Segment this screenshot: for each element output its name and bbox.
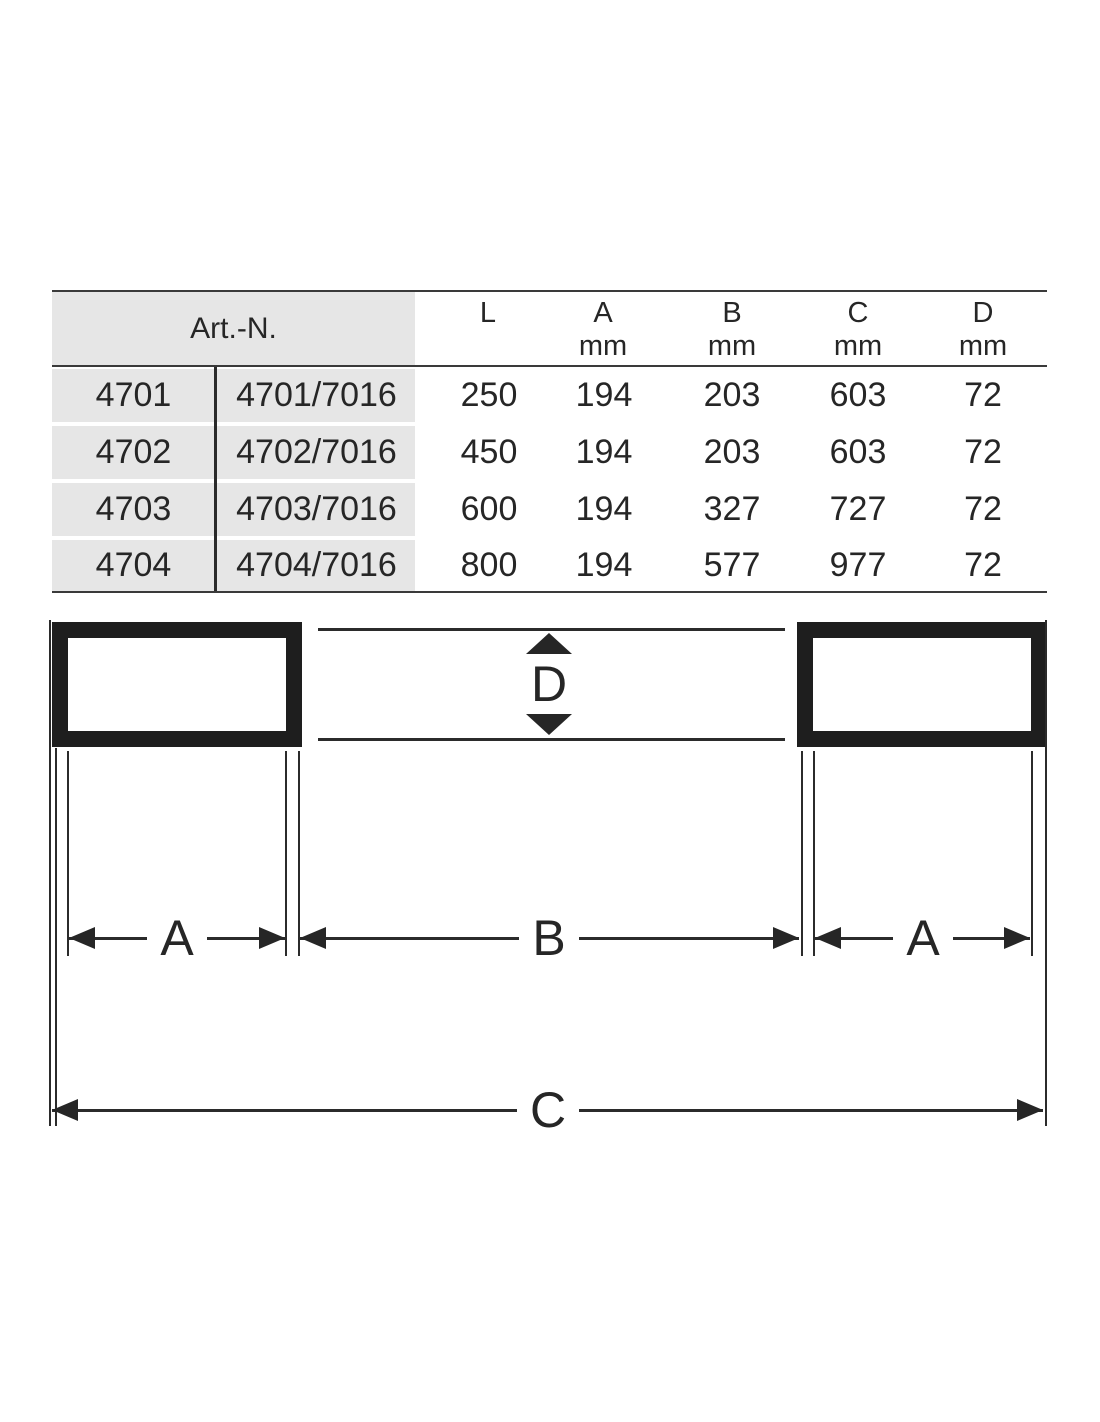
cell-L: 250: [460, 376, 518, 414]
cell-art2: 4702/7016: [236, 433, 397, 471]
cell-C: 727: [829, 490, 887, 528]
table-row: [52, 483, 1047, 536]
dim-arrowhead-left-icon: [52, 1099, 78, 1121]
extension-line-a1-right: [285, 751, 287, 956]
column-header-C: [798, 297, 918, 363]
cell-art1: 4704: [95, 546, 172, 584]
dim-arrowhead-left-icon: [69, 927, 95, 949]
extension-line-c-left-outer: [49, 620, 51, 1126]
cell-D: 72: [964, 546, 1002, 584]
extension-line-a2-right: [1031, 751, 1033, 956]
cell-L: 800: [460, 546, 518, 584]
column-header-L: [428, 297, 548, 363]
column-letter: C: [847, 297, 869, 329]
dim-arrowhead-right-icon: [259, 927, 285, 949]
dim-arrowhead-right-icon: [1017, 1099, 1043, 1121]
cell-B: 203: [703, 433, 761, 471]
column-letter: B: [722, 297, 742, 329]
cell-C: 603: [829, 376, 887, 414]
cell-A: 194: [575, 490, 633, 528]
column-unit: mm: [833, 330, 883, 362]
dim-label-c: C: [517, 1083, 579, 1137]
dim-arrowhead-up-icon: [526, 633, 572, 654]
table-column-divider: [214, 367, 217, 591]
cell-art2: 4704/7016: [236, 546, 397, 584]
cell-A: 194: [575, 546, 633, 584]
cell-art1: 4702: [95, 433, 172, 471]
extension-line-b-left: [298, 751, 300, 956]
cell-art2: 4703/7016: [236, 490, 397, 528]
dim-arrowhead-left-icon: [300, 927, 326, 949]
cell-A: 194: [575, 376, 633, 414]
dim-label-b: B: [519, 911, 579, 965]
column-unit: mm: [578, 330, 628, 362]
art-header-label: Art.-N.: [190, 311, 277, 345]
table-header-art-cell: [52, 292, 415, 365]
column-letter: A: [593, 297, 613, 329]
cell-L: 450: [460, 433, 518, 471]
cell-C: 603: [829, 433, 887, 471]
cell-B: 327: [703, 490, 761, 528]
dim-arrowhead-right-icon: [1004, 927, 1030, 949]
dim-label-a-left: A: [147, 911, 207, 965]
cell-A: 194: [575, 433, 633, 471]
dim-arrowhead-left-icon: [815, 927, 841, 949]
cell-art2: 4701/7016: [236, 376, 397, 414]
column-header-D: [923, 297, 1043, 363]
table-row: [52, 540, 1047, 591]
cell-art1: 4703: [95, 490, 172, 528]
extension-line-c-right: [1045, 620, 1047, 1126]
column-unit: mm: [958, 330, 1008, 362]
dim-label-a-right: A: [893, 911, 953, 965]
fork-pocket-left: [52, 622, 302, 747]
table-row: [52, 426, 1047, 479]
cell-L: 600: [460, 490, 518, 528]
cell-D: 72: [964, 433, 1002, 471]
fork-pocket-right: [797, 622, 1047, 747]
d-top-line: [318, 628, 785, 631]
extension-line-a2-left: [813, 751, 815, 956]
table-header-separator: [52, 365, 1047, 367]
dim-arrowhead-down-icon: [526, 714, 572, 735]
column-header-A: [543, 297, 663, 363]
dim-arrowhead-right-icon: [773, 927, 799, 949]
dim-label-d: D: [521, 658, 577, 710]
cell-art1: 4701: [95, 376, 172, 414]
column-letter: L: [479, 297, 497, 329]
cell-B: 203: [703, 376, 761, 414]
table-row: [52, 369, 1047, 422]
d-bottom-line: [318, 738, 785, 741]
table-bottom-border: [52, 591, 1047, 593]
cell-D: 72: [964, 376, 1002, 414]
extension-line-b-right: [801, 751, 803, 956]
cell-C: 977: [829, 546, 887, 584]
extension-line-a1-left: [67, 751, 69, 956]
column-unit: mm: [707, 330, 757, 362]
cell-B: 577: [703, 546, 761, 584]
column-letter: D: [972, 297, 994, 329]
extension-line-c-left-inner: [55, 748, 57, 1126]
column-header-B: [672, 297, 792, 363]
cell-D: 72: [964, 490, 1002, 528]
